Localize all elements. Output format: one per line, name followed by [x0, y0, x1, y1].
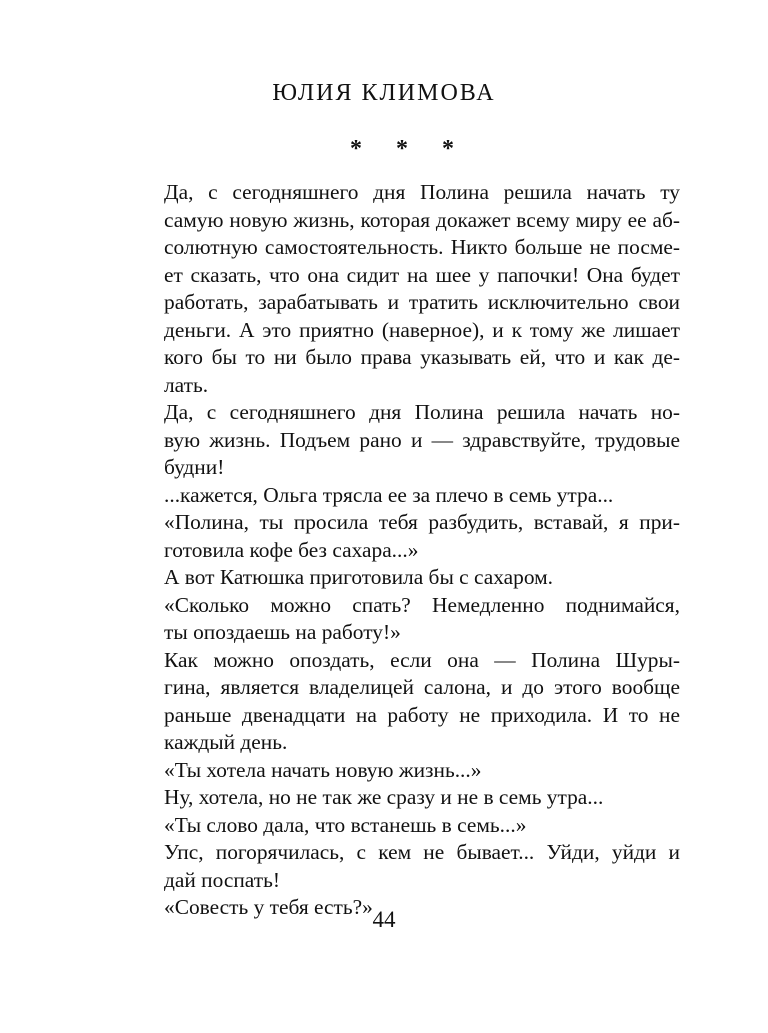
text-line: Ну, хотела, но не так же сразу и не в семь утра... — [164, 785, 604, 809]
text-line: ты опоздаешь на работу!» — [164, 620, 401, 644]
text-line: деньги. А это приятно (наверное), и к тому же лишает — [164, 317, 680, 342]
body-text — [134, 179, 680, 922]
text-line: «Сколько можно спать? Немедленно поднимайся, — [164, 592, 680, 617]
paragraph — [134, 757, 680, 785]
text-line: «Совесть у тебя есть?» — [164, 895, 373, 919]
text-line: гина, является владелицей салона, и до этого вообще — [164, 675, 680, 699]
text-line: работать, зарабатывать и тратить исключительно свои — [164, 290, 680, 314]
text-line: раньше двенадцати на работу не приходила. И то не — [164, 702, 680, 727]
text-line: ...кажется, Ольга трясла ее за плечо в семь утра... — [164, 482, 614, 507]
text-line: Упс, погорячилась, с кем не бывает... Уйди, уйди и — [164, 840, 680, 864]
page-number: 44 — [372, 907, 396, 932]
paragraph — [134, 592, 680, 647]
text-line: Да, с сегодняшнего дня Полина решила начать ту — [164, 180, 680, 204]
text-line: будни! — [164, 455, 225, 479]
text-line: ет сказать, что она сидит на шее у папочки! Она будет — [164, 262, 680, 287]
text-line: Да, с сегодняшнего дня Полина решила начать но- — [164, 400, 680, 424]
text-line: Как можно опоздать, если она — Полина Шуры- — [164, 647, 680, 672]
paragraph — [134, 179, 680, 399]
text-line: «Ты хотела начать новую жизнь...» — [164, 757, 482, 782]
paragraph — [134, 839, 680, 894]
paragraph — [134, 812, 680, 840]
paragraph — [134, 564, 680, 592]
paragraph — [134, 482, 680, 510]
running-head-author: ЮЛИЯ КЛИМОВА — [272, 80, 496, 106]
text-line: самую новую жизнь, которая докажет всему миру ее аб- — [164, 207, 680, 232]
section-separator: * * * — [350, 136, 468, 162]
text-line: дай поспать! — [164, 867, 280, 892]
paragraph — [134, 647, 680, 757]
paragraph — [134, 784, 680, 812]
text-line: вую жизнь. Подъем рано и — здравствуйте, трудовые — [164, 427, 680, 452]
text-line: солютную самостоятельность. Никто больше не посме- — [164, 235, 680, 259]
text-line: «Ты слово дала, что встанешь в семь...» — [164, 812, 527, 837]
text-line: лать. — [164, 372, 209, 397]
text-line: кого бы то ни было права указывать ей, что и как де- — [164, 345, 680, 369]
text-line: готовила кофе без сахара...» — [164, 537, 419, 562]
text-line: А вот Катюшка приготовила бы с сахаром. — [164, 565, 554, 589]
paragraph — [134, 509, 680, 564]
paragraph — [134, 399, 680, 482]
text-line: «Полина, ты просила тебя разбудить, вставай, я при- — [164, 510, 680, 534]
text-line: каждый день. — [164, 730, 288, 754]
